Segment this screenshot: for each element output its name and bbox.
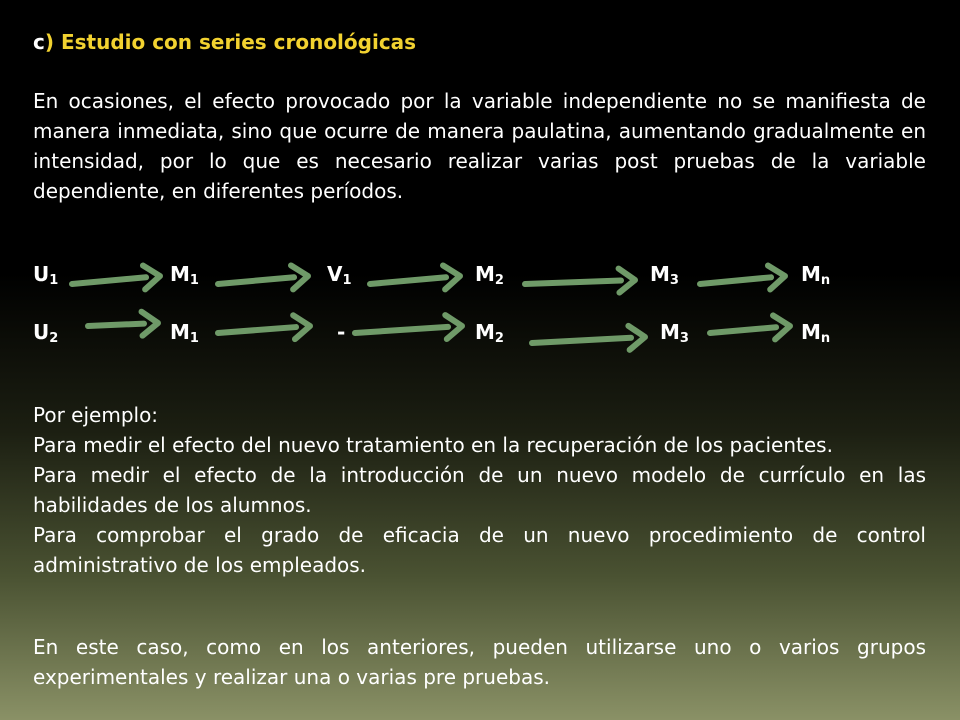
- examples-block: [33, 400, 926, 580]
- row2-symbol-m3: $M_3$: [660, 320, 689, 346]
- row1-arrow-3: [370, 265, 460, 289]
- row2-arrow-2: [218, 315, 310, 339]
- row2-symbol-m1: $M_1$: [170, 320, 199, 346]
- intro-paragraph: En ocasiones, el efecto provocado por la variable independiente no se manifiesta de manera inmediata, sino que ocurre de manera paulatina, aumentando gradualmente en intensidad, por lo que es necesario realizar varias post pruebas de la variable dependiente, en diferentes períodos.: [33, 89, 926, 203]
- row2-symbol-u2: $U_2$: [33, 320, 59, 346]
- row1-arrow-1: [72, 265, 160, 289]
- row2-symbol-mn: $M_n$: [801, 320, 831, 346]
- title-prefix: c: [33, 30, 45, 54]
- row2-symbol-m2: $M_2$: [475, 320, 504, 346]
- row2-arrow-4: [532, 326, 645, 350]
- example-item: Para medir el efecto de la introducción de un nuevo modelo de currículo en las habilidades de los alumnos.: [33, 463, 926, 517]
- row1-arrow-2: [218, 265, 308, 289]
- row1-symbol-mn: $M_n$: [801, 262, 831, 288]
- title-text: ) Estudio con series cronológicas: [44, 30, 417, 54]
- row2-arrow-5: [710, 315, 790, 339]
- row2-symbol-dash: -: [337, 320, 346, 344]
- example-item: Para comprobar el grado de eficacia de un nuevo procedimiento de control administrativo de los empleados.: [33, 523, 926, 577]
- example-item: Para medir el efecto del nuevo tratamiento en la recuperación de los pacientes.: [33, 433, 833, 457]
- row1-symbol-m3: $M_3$: [650, 262, 679, 288]
- row1-arrow-5: [700, 266, 785, 290]
- row2-arrow-3: [355, 315, 462, 339]
- row1-arrow-4: [525, 269, 635, 293]
- row1-symbol-m2: $M_2$: [475, 262, 504, 288]
- examples-heading: Por ejemplo:: [33, 403, 159, 427]
- row2-arrow-1: [88, 312, 158, 336]
- closing-paragraph: En este caso, como en los anteriores, pueden utilizarse uno o varios grupos experimentales y realizar una o varias pre pruebas.: [33, 635, 926, 689]
- row1-symbol-m1: $M_1$: [170, 262, 199, 288]
- row1-symbol-v1: $V_1$: [327, 262, 352, 288]
- row1-symbol-u1: $U_1$: [33, 262, 59, 288]
